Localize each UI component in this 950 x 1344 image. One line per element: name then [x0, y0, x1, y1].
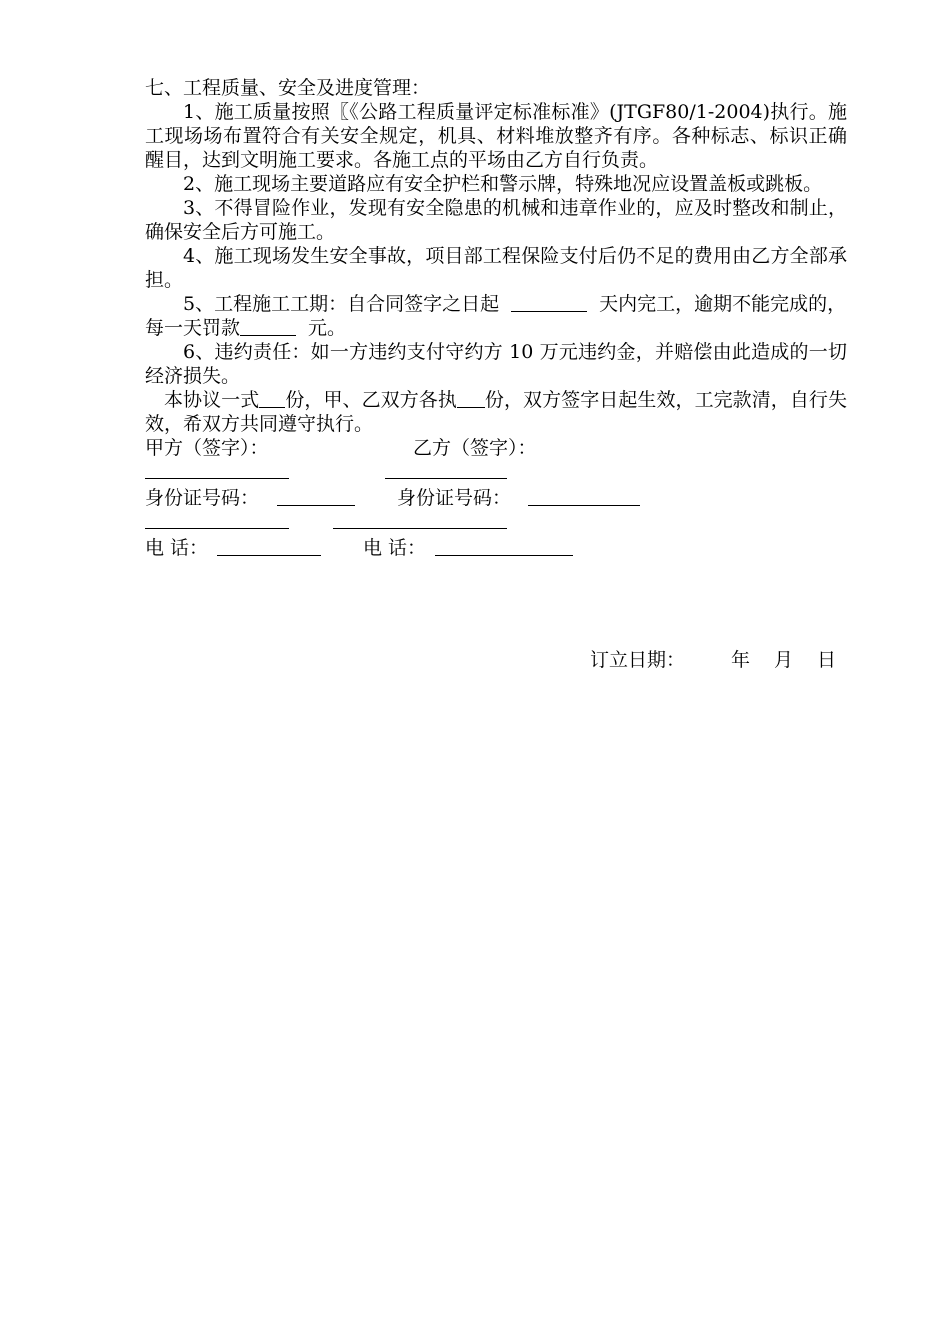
party-a-id-line[interactable] [277, 505, 355, 506]
party-a-id-label: 身份证号码： [145, 487, 260, 509]
signature-row [145, 436, 847, 462]
closing-text-c: 份，双方签字日起生效，工完款清，自行失效，希双方共同遵守执行。 [145, 389, 847, 435]
party-a-phone-line[interactable] [217, 555, 321, 556]
signing-date [590, 648, 836, 672]
closing-paragraph [145, 388, 847, 436]
party-a-signature-label: 甲方（签字）： [145, 437, 269, 459]
clause-2: 2、施工现场主要道路应有安全护栏和警示牌，特殊地况应设置盖板或跳板。 [183, 173, 823, 195]
clause-5 [145, 292, 847, 340]
party-b-id-label: 身份证号码： [397, 487, 512, 509]
party-a-phone-label: 电 话： [145, 537, 209, 559]
duration-days-blank[interactable] [511, 293, 587, 312]
id-number-row [145, 486, 847, 512]
contract-page [145, 76, 847, 562]
date-year: 年 [731, 649, 751, 671]
clause-5-text-c: 元。 [308, 317, 347, 339]
party-a-id-line-2[interactable] [145, 528, 289, 529]
id-number-continuation-row [145, 512, 847, 536]
closing-text-b: 份，甲、乙双方各执 [285, 389, 457, 411]
clause-4: 4、施工现场发生安全事故，项目部工程保险支付后仍不足的费用由乙方全部承担。 [145, 245, 847, 291]
closing-text-a: 本协议一式 [164, 389, 260, 411]
party-b-signature-label: 乙方（签字）： [413, 437, 537, 459]
party-a-signature-line[interactable] [145, 478, 289, 479]
phone-row [145, 536, 847, 562]
party-b-signature-line[interactable] [385, 478, 507, 479]
clause-6: 6、违约责任：如一方违约支付守约方 10 万元违约金，并赔偿由此造成的一切经济损失。 [145, 341, 847, 387]
date-month: 月 [774, 649, 794, 671]
date-label: 订立日期： [590, 649, 686, 671]
signature-lines-row [145, 462, 847, 486]
party-b-phone-line[interactable] [435, 555, 573, 556]
party-b-id-line-2[interactable] [333, 528, 507, 529]
party-b-phone-label: 电 话： [363, 537, 427, 559]
clause-1: 1、施工质量按照〖《公路工程质量评定标准标准》(JTGF80/1-2004)执行。施工现场场布置符合有关安全规定，机具、材料堆放整齐有序。各种标志、标识正确醒目，达到文明施工要求。各施工点的平场由乙方自行负责。 [145, 101, 847, 171]
copies-each-blank[interactable] [457, 389, 485, 408]
clause-5-text-b: 天内完工，逾期不能完成的，每一天罚款 [145, 293, 847, 339]
date-day: 日 [817, 649, 837, 671]
copies-total-blank[interactable] [259, 389, 285, 408]
daily-penalty-blank[interactable] [240, 317, 296, 336]
clause-3: 3、不得冒险作业，发现有安全隐患的机械和违章作业的，应及时整改和制止，确保安全后方可施工。 [145, 197, 847, 243]
section-heading: 七、工程质量、安全及进度管理： [145, 77, 431, 99]
party-b-id-line[interactable] [528, 505, 640, 506]
clause-5-text-a: 5、工程施工工期：自合同签字之日起 [183, 293, 500, 315]
